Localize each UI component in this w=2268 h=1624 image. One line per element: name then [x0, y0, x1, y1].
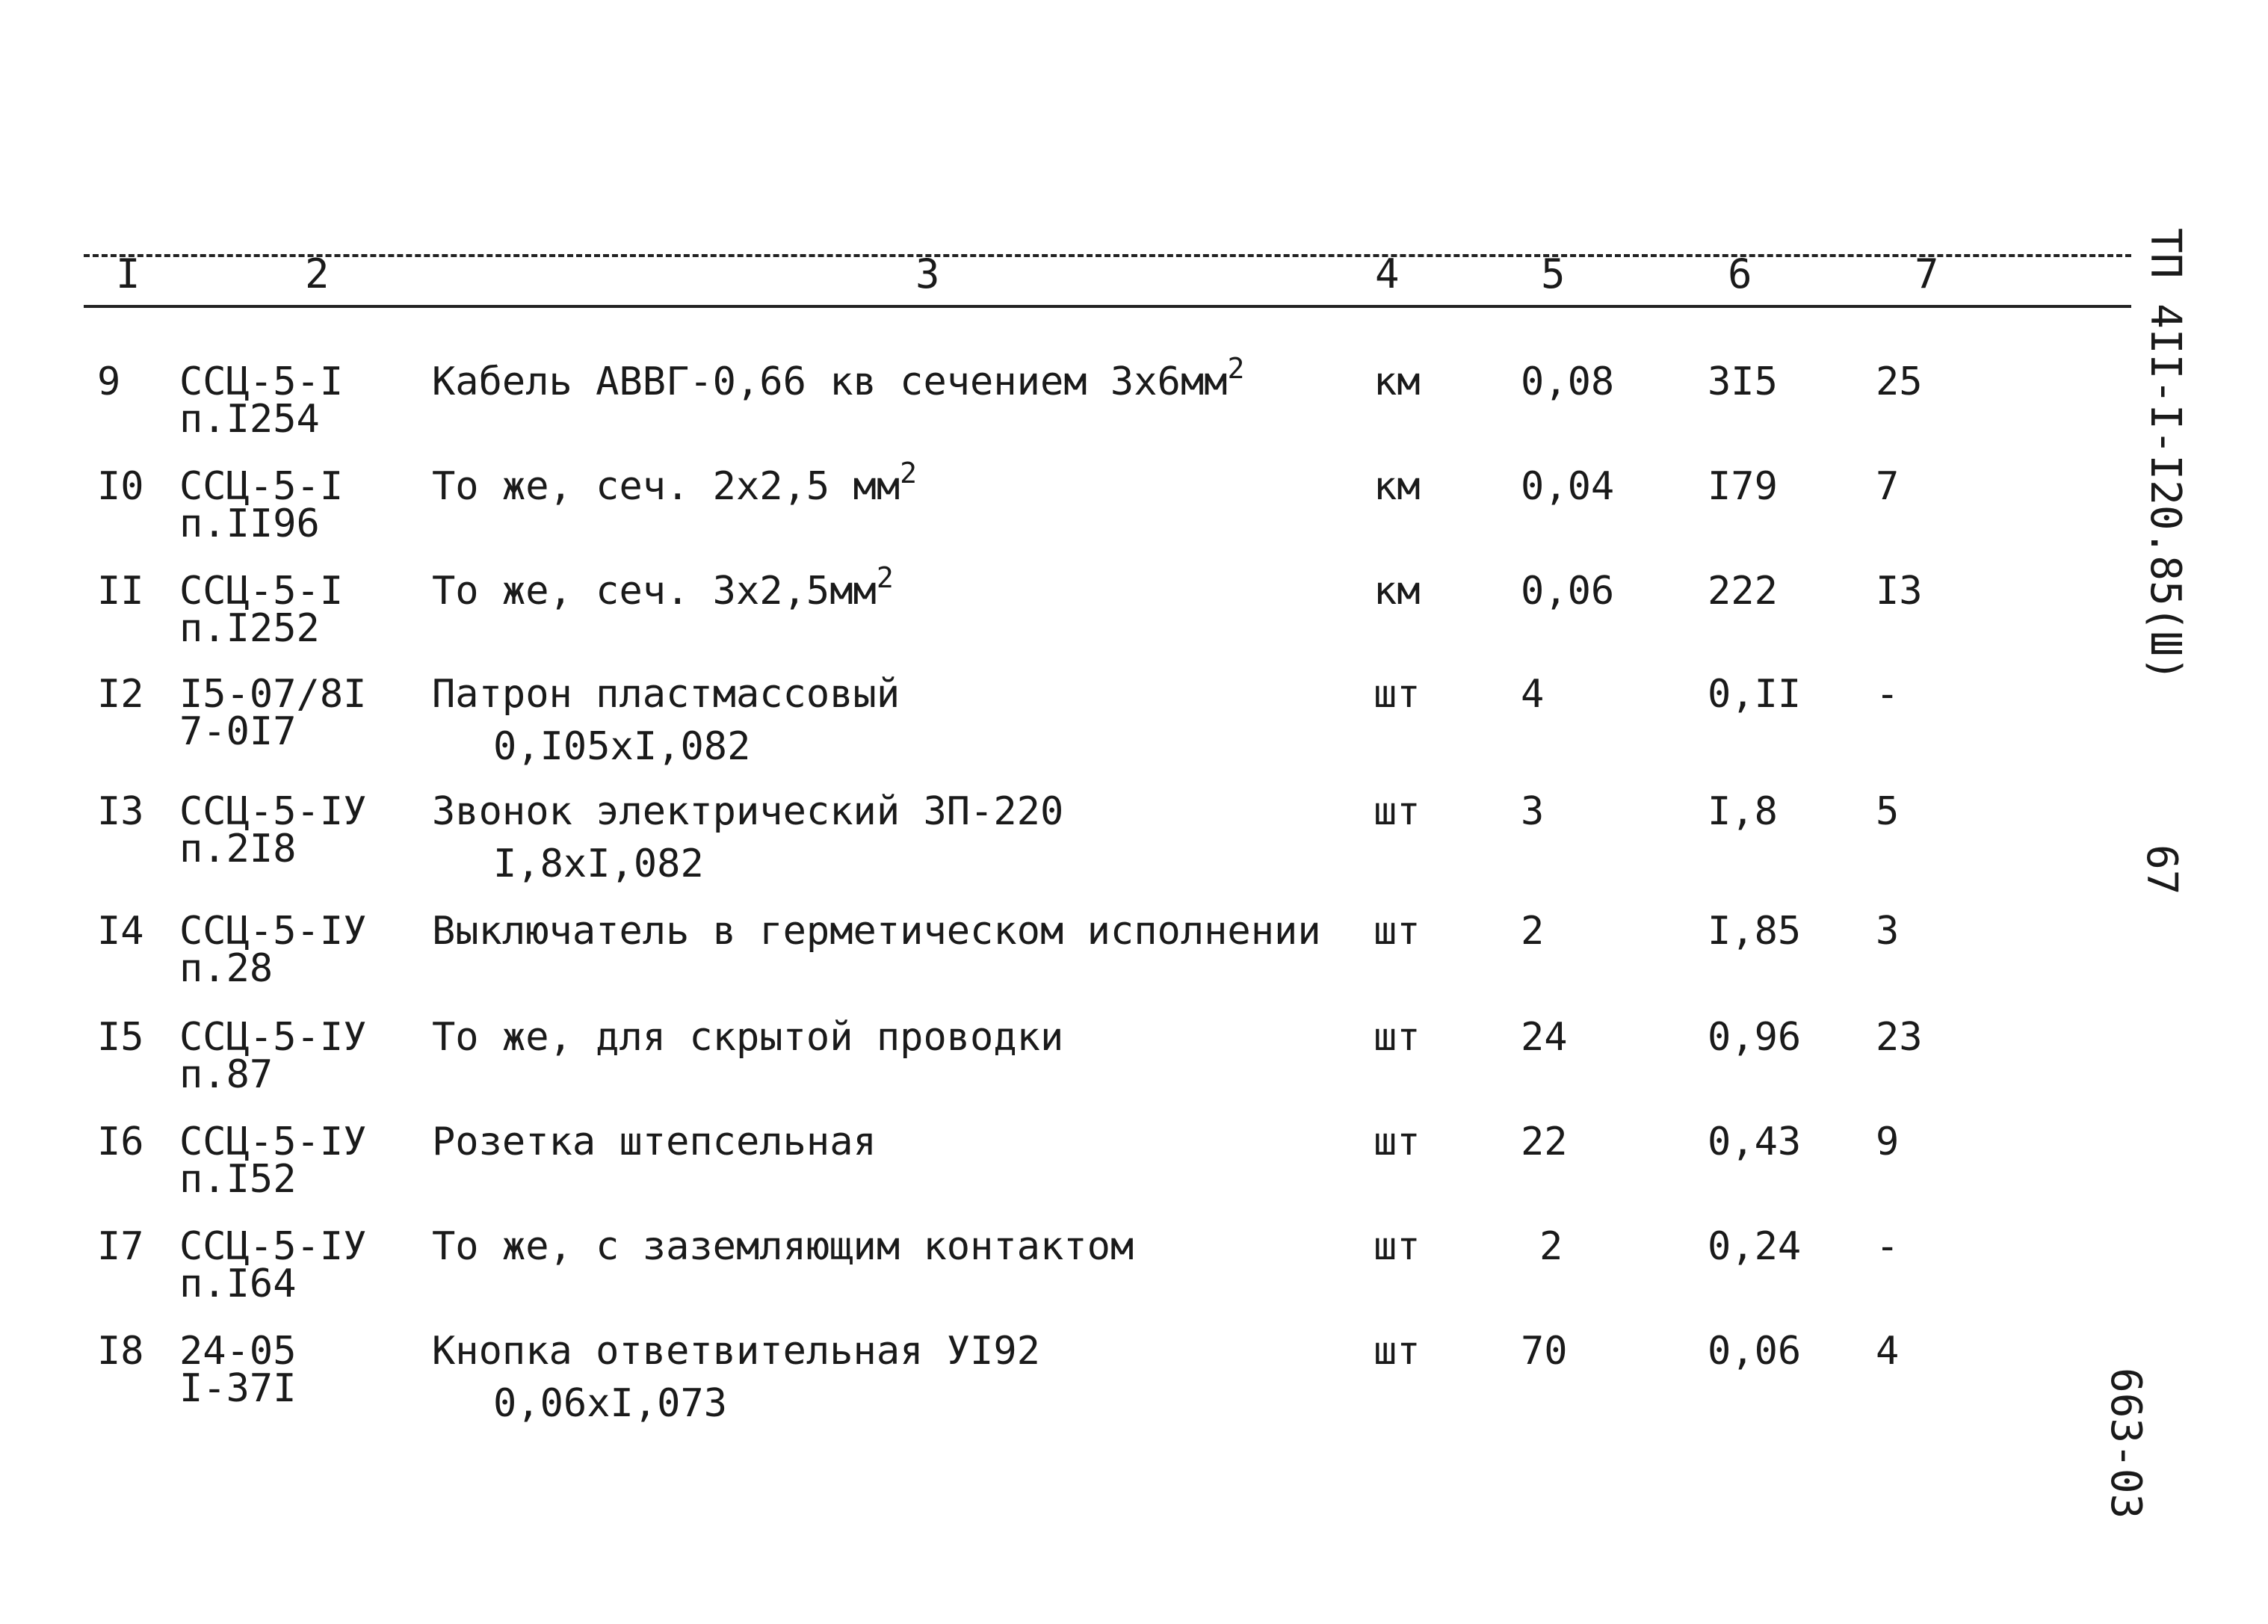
row-name: Патрон пластмассовый: [432, 672, 900, 717]
row-total: 23: [1876, 1015, 1923, 1060]
row-name: Выключатель в герметическом исполнении: [432, 909, 1321, 954]
row-number: I0: [97, 464, 144, 509]
row-total: -: [1876, 672, 1900, 717]
row-total: 7: [1876, 464, 1900, 509]
row-price: I79: [1708, 464, 1778, 509]
header-col-2: 2: [305, 250, 330, 297]
row-number: I5: [97, 1015, 144, 1060]
table-row: [0, 909, 2167, 1016]
row-qty: 4: [1521, 672, 1545, 717]
row-total: 5: [1876, 789, 1900, 834]
row-unit: шт: [1374, 1120, 1421, 1164]
header-col-6: 6: [1728, 250, 1752, 297]
document-code: ТП 4II-I-I20.85(Ш): [2141, 228, 2190, 682]
row-unit: шт: [1374, 1329, 1421, 1374]
row-qty: 24: [1521, 1015, 1568, 1060]
table-row: [0, 1224, 2167, 1332]
row-code: 24-05: [179, 1329, 297, 1374]
row-name-text: То же, сеч. 2х2,5 мм: [432, 464, 900, 509]
row-qty: 3: [1521, 789, 1545, 834]
row-price: 3I5: [1708, 359, 1778, 404]
row-dimensions: 0,I05хI,082: [493, 724, 751, 769]
row-name-superscript: 2: [900, 457, 918, 490]
header-top-rule: [84, 254, 2131, 257]
row-name-superscript: 2: [876, 561, 894, 594]
row-number: I2: [97, 672, 144, 717]
table-row: [0, 1120, 2167, 1227]
row-name: Кнопка ответвительная УI92: [432, 1329, 1040, 1374]
row-qty: 2: [1521, 909, 1545, 954]
table-row: [0, 561, 2167, 676]
header-col-4: 4: [1375, 250, 1400, 297]
row-code: ССЦ-5-I: [179, 569, 344, 614]
row-code: I5-07/8I: [179, 672, 367, 717]
row-code: ССЦ-5-I: [179, 359, 344, 404]
row-qty: 0,08: [1521, 359, 1615, 404]
row-dimensions: 0,06хI,073: [493, 1381, 728, 1426]
row-qty: 70: [1521, 1329, 1568, 1374]
row-number: I6: [97, 1120, 144, 1164]
row-qty: 0,04: [1521, 464, 1615, 509]
row-unit: км: [1374, 359, 1421, 404]
row-code: ССЦ-5-IУ: [179, 1120, 367, 1164]
row-qty: 0,06: [1521, 569, 1615, 614]
row-number: 9: [97, 359, 121, 404]
row-number: I4: [97, 909, 144, 954]
row-name-superscript: 2: [1227, 352, 1245, 385]
row-unit: шт: [1374, 789, 1421, 834]
row-name: [432, 561, 894, 614]
header-col-1: I: [116, 250, 140, 297]
row-price: 0,43: [1708, 1120, 1802, 1164]
row-total: -: [1876, 1224, 1900, 1269]
row-total: 3: [1876, 909, 1900, 954]
row-ref: п.II96: [179, 501, 320, 546]
row-price: 0,06: [1708, 1329, 1802, 1374]
row-unit: шт: [1374, 672, 1421, 717]
row-ref: п.28: [179, 946, 274, 991]
row-code: ССЦ-5-I: [179, 464, 344, 509]
header-col-7: 7: [1915, 250, 1939, 297]
row-total: 9: [1876, 1120, 1900, 1164]
row-code: ССЦ-5-IУ: [179, 789, 367, 834]
row-ref: п.2I8: [179, 827, 297, 871]
row-price: I,85: [1708, 909, 1802, 954]
row-unit: шт: [1374, 1224, 1421, 1269]
row-unit: км: [1374, 464, 1421, 509]
row-number: I8: [97, 1329, 144, 1374]
row-name: Розетка штепсельная: [432, 1120, 877, 1164]
row-ref: I-37I: [179, 1366, 297, 1411]
row-ref: п.I252: [179, 606, 320, 651]
row-unit: шт: [1374, 1015, 1421, 1060]
header-col-3: 3: [915, 250, 940, 297]
page-number: 67: [2137, 845, 2186, 895]
row-number: I7: [97, 1224, 144, 1269]
row-price: 0,24: [1708, 1224, 1802, 1269]
row-qty: 22: [1521, 1120, 1568, 1164]
row-price: 0,96: [1708, 1015, 1802, 1060]
table-row: [0, 672, 2167, 779]
row-code: ССЦ-5-IУ: [179, 1015, 367, 1060]
header-col-5: 5: [1541, 250, 1566, 297]
row-dimensions: I,8хI,082: [493, 842, 704, 886]
table-row: [0, 352, 2167, 467]
row-total: I3: [1876, 569, 1923, 614]
row-number: II: [97, 569, 144, 614]
row-name: [432, 352, 1245, 404]
row-number: I3: [97, 789, 144, 834]
row-code: ССЦ-5-IУ: [179, 909, 367, 954]
table-row: [0, 457, 2167, 572]
table-row: [0, 1015, 2167, 1123]
table-row: [0, 789, 2167, 897]
row-code: ССЦ-5-IУ: [179, 1224, 367, 1269]
row-ref: п.87: [179, 1052, 274, 1097]
row-name: То же, с заземляющим контактом: [432, 1224, 1134, 1269]
row-name-text: То же, сеч. 3х2,5мм: [432, 569, 877, 614]
row-total: 4: [1876, 1329, 1900, 1374]
row-qty: 2: [1539, 1224, 1563, 1269]
row-name: То же, для скрытой проводки: [432, 1015, 1064, 1060]
row-name: Звонок электрический ЗП-220: [432, 789, 1064, 834]
row-total: 25: [1876, 359, 1923, 404]
row-price: I,8: [1708, 789, 1778, 834]
table-row: [0, 1329, 2167, 1436]
row-name-text: Кабель АВВГ-0,66 кв сечением 3х6мм: [432, 359, 1228, 404]
row-price: 0,II: [1708, 672, 1802, 717]
row-unit: км: [1374, 569, 1421, 614]
row-unit: шт: [1374, 909, 1421, 954]
sheet-number: 663-03: [2101, 1368, 2150, 1519]
header-bottom-rule: [84, 305, 2131, 308]
row-name: [432, 457, 918, 509]
row-ref: п.I64: [179, 1262, 297, 1306]
row-ref: 7-0I7: [179, 709, 297, 754]
row-ref: п.I52: [179, 1157, 297, 1202]
row-price: 222: [1708, 569, 1778, 614]
row-ref: п.I254: [179, 397, 320, 442]
